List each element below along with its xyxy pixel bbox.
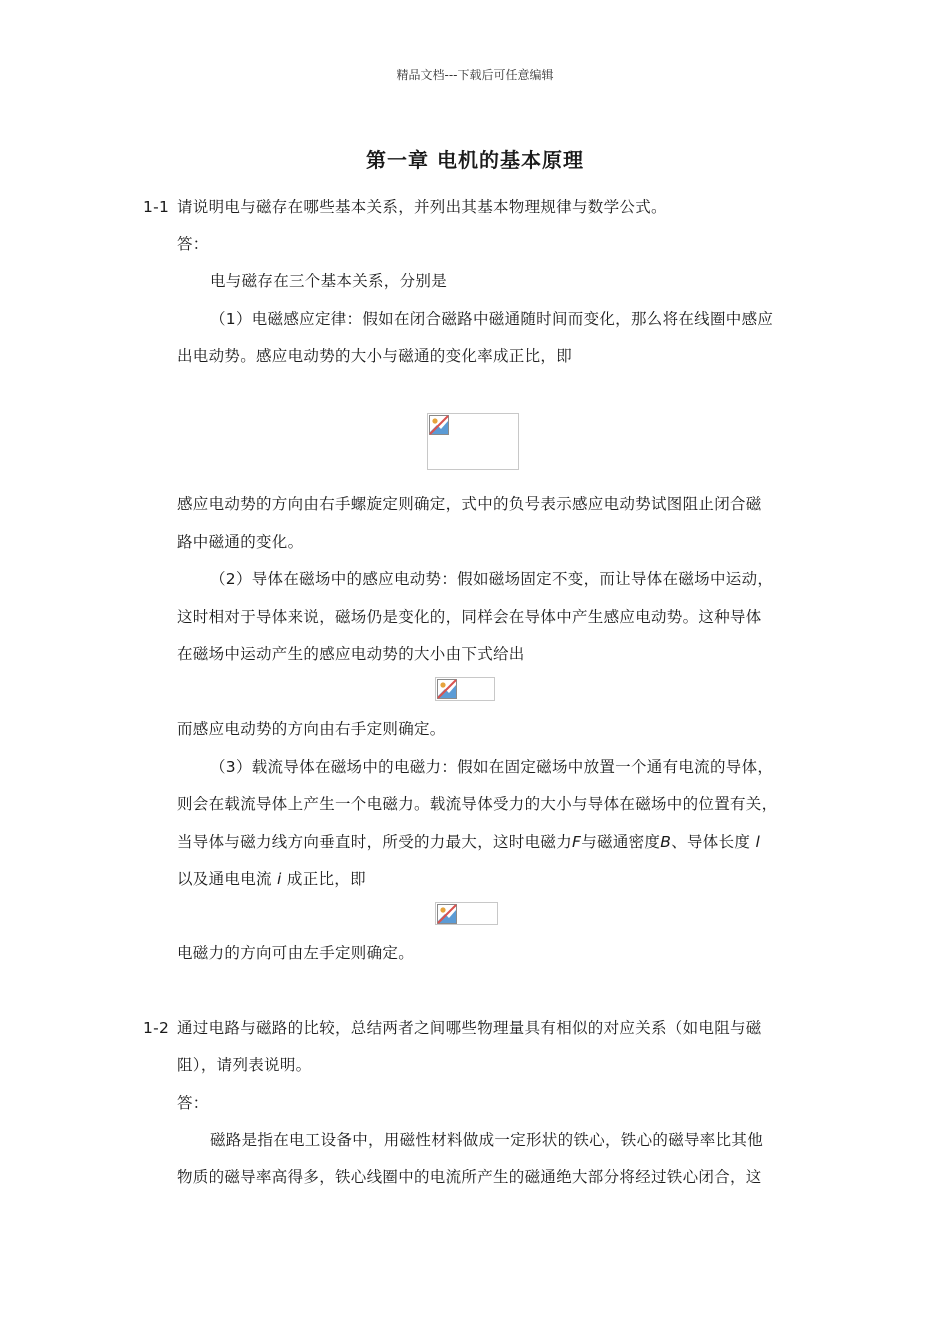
- paragraph-line: 电磁力的方向可由左手定则确定。: [177, 944, 415, 962]
- paragraph-line: [177, 832, 760, 852]
- question-number: 1-1: [143, 198, 170, 216]
- question-number: 1-2: [143, 1019, 170, 1037]
- page-header: 精品文档---下载后可任意编辑: [396, 68, 554, 82]
- formula-image: [435, 902, 498, 925]
- text-segment: 当导体与磁力线方向垂直时，所受的力最大，这时电磁力: [177, 833, 573, 851]
- paragraph-line: 出电动势。感应电动势的大小与磁通的变化率成正比，即: [177, 347, 573, 365]
- paragraph-line: 而感应电动势的方向由右手定则确定。: [177, 720, 446, 738]
- broken-image-icon: [437, 904, 457, 924]
- answer-intro: 电与磁存在三个基本关系，分别是: [210, 272, 448, 290]
- variable-l: l: [755, 833, 761, 851]
- paragraph-line: 则会在载流导体上产生一个电磁力。载流导体受力的大小与导体在磁场中的位置有关，: [177, 795, 778, 813]
- paragraph-line: （3）载流导体在磁场中的电磁力：假如在固定磁场中放置一个通有电流的导体，: [210, 758, 774, 776]
- paragraph-line: 感应电动势的方向由右手螺旋定则确定，式中的负号表示感应电动势试图阻止闭合磁: [177, 495, 762, 513]
- answer-label: 答：: [177, 1094, 209, 1112]
- answer-label: 答：: [177, 235, 209, 253]
- paragraph-line: 这时相对于导体来说，磁场仍是变化的，同样会在导体中产生感应电动势。这种导体: [177, 608, 762, 626]
- variable-i: i: [277, 870, 282, 888]
- text-segment: 与磁通密度: [581, 833, 661, 851]
- paragraph-line: （2）导体在磁场中的感应电动势：假如磁场固定不变，而让导体在磁场中运动，: [210, 570, 774, 588]
- paragraph-line: 在磁场中运动产生的感应电动势的大小由下式给出: [177, 645, 525, 663]
- paragraph-line: [177, 869, 366, 889]
- paragraph-line: （1）电磁感应定律：假如在闭合磁路中磁通随时间而变化，那么将在线圈中感应: [210, 310, 774, 328]
- formula-image: [427, 413, 519, 470]
- broken-image-icon: [429, 415, 449, 435]
- text-segment: 成正比，即: [286, 870, 366, 888]
- text-segment: 以及通电电流: [177, 870, 272, 888]
- chapter-title: 第一章 电机的基本原理: [366, 148, 584, 172]
- question-text: 阻），请列表说明。: [177, 1056, 312, 1074]
- variable-F: F: [572, 833, 582, 851]
- text-segment: 、导体长度: [671, 833, 751, 851]
- broken-image-icon: [437, 679, 457, 699]
- formula-image: [435, 677, 495, 701]
- paragraph-line: 物质的磁导率高得多，铁心线圈中的电流所产生的磁通绝大部分将经过铁心闭合，这: [177, 1168, 762, 1186]
- question-text: 请说明电与磁存在哪些基本关系，并列出其基本物理规律与数学公式。: [177, 198, 667, 216]
- paragraph-line: 磁路是指在电工设备中，用磁性材料做成一定形状的铁心，铁心的磁导率比其他: [210, 1131, 764, 1149]
- question-text: 通过电路与磁路的比较，总结两者之间哪些物理量具有相似的对应关系（如电阻与磁: [177, 1019, 762, 1037]
- variable-B: B: [660, 833, 672, 851]
- paragraph-line: 路中磁通的变化。: [177, 533, 304, 551]
